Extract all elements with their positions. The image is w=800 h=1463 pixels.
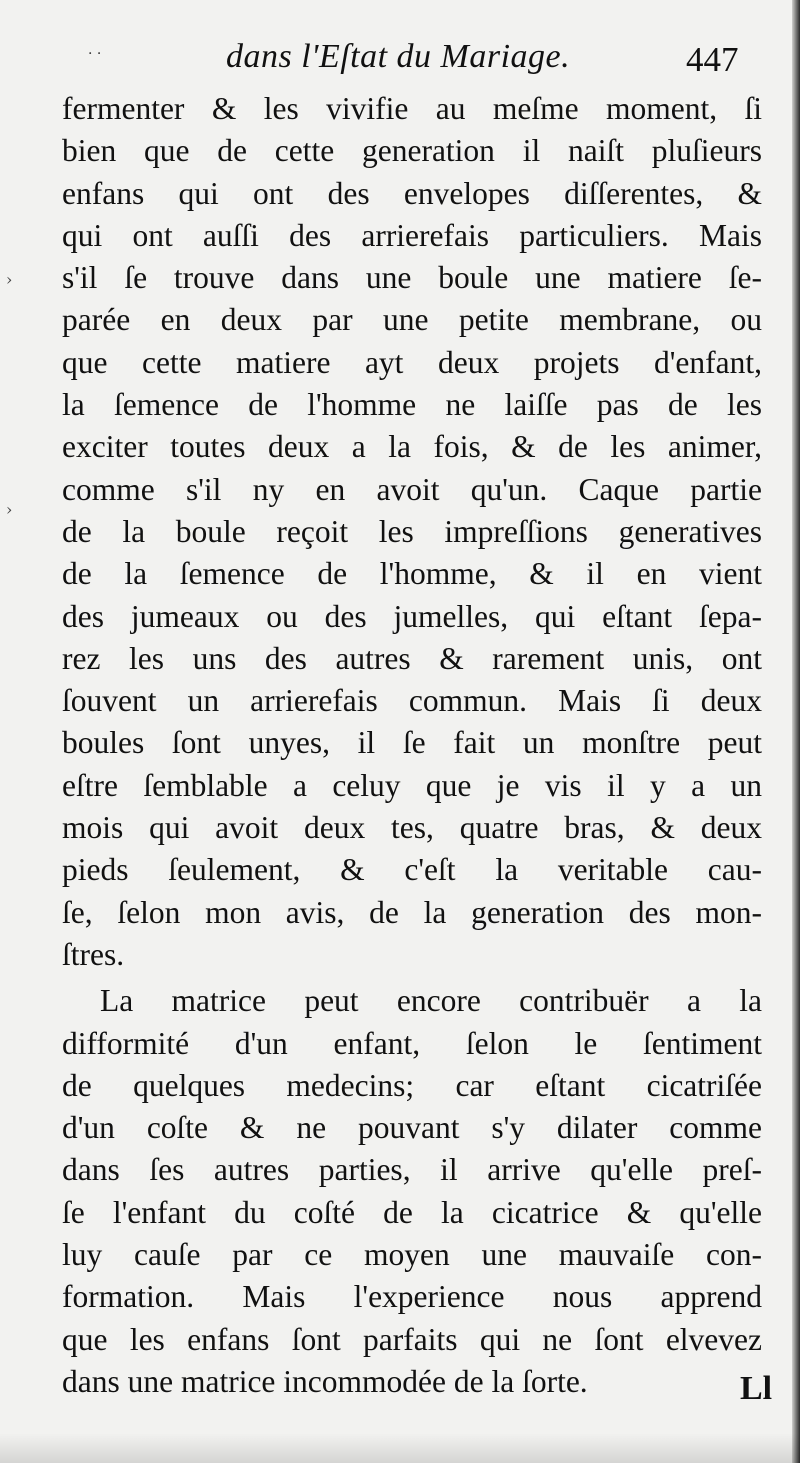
text-line: que les enfans ſont parfaits qui ne ſont elvevez [62,1321,762,1357]
text-line: rez les uns des autres & rarement unis, ont [62,640,762,676]
page-bottom-shadow [0,1433,800,1463]
text-line: la ſemence de l'homme ne laiſſe pas de les [62,387,762,423]
stray-marks: · · [88,46,102,62]
text-line: s'il ſe trouve dans une boule une matiere ſe- [62,260,762,296]
text-line: eſtre ſemblable a celuy que je vis il y a un [62,767,762,803]
text-line: que cette matiere ayt deux projets d'enfant, [62,344,762,380]
paragraph-1 [62,88,762,976]
text-line: bien que de cette generation il naiſt pluſieurs [62,133,762,169]
margin-tick-mark: › [6,270,13,289]
text-line: enfans qui ont des envelopes diſſerentes, & [62,175,762,211]
text-line: d'un coſte & ne pouvant s'y dilater comme [62,1110,762,1146]
text-line: dans ſes autres parties, il arrive qu'elle preſ- [62,1152,762,1188]
text-line: dans une matrice incommodée de la ſorte. [62,1363,588,1399]
text-line: qui ont auſſi des arrierefais particuliers. Mais [62,217,762,253]
text-line: parée en deux par une petite membrane, ou [62,302,762,338]
text-line: La matrice peut encore contribuër a la [100,983,762,1019]
text-line: pieds ſeulement, & c'eſt la veritable cau- [62,852,762,888]
text-line: ſtres. [62,936,125,972]
text-line: des jumeaux ou des jumelles, qui eſtant ſepa- [62,598,762,634]
text-line: formation. Mais l'experience nous apprend [62,1279,762,1315]
text-line: difformité d'un enfant, ſelon le ſentiment [62,1025,762,1061]
running-head: dans l'Eſtat du Mariage. [226,38,571,75]
text-line: exciter toutes deux a la fois, & de les animer, [62,429,762,465]
signature-mark: Ll [740,1370,773,1407]
body-text [62,88,762,1403]
text-line: boules ſont unyes, il ſe fait un monſtre peut [62,725,762,761]
text-line: ſouvent un arrierefais commun. Mais ſi deux [62,683,762,719]
margin-tick-mark: › [6,500,13,519]
text-line: de quelques medecins; car eſtant cicatriſée [62,1067,762,1103]
text-line: mois qui avoit deux tes, quatre bras, & deux [62,810,762,846]
page-number: 447 [686,40,739,79]
text-line: de la ſemence de l'homme, & il en vient [62,556,762,592]
page-edge-shadow [792,0,800,1463]
text-line: ſe l'enfant du coſté de la cicatrice & qu'elle [62,1194,762,1230]
text-line: luy cauſe par ce moyen une mauvaiſe con- [62,1237,762,1273]
text-line: ſe, ſelon mon avis, de la generation des mon- [62,894,762,930]
text-line: de la boule reçoit les impreſſions generatives [62,513,762,549]
text-line: comme s'il ny en avoit qu'un. Caque partie [62,471,762,507]
paragraph-2 [62,980,762,1403]
page-header [0,38,792,88]
text-line: fermenter & les vivifie au meſme moment, ſi [62,91,762,126]
